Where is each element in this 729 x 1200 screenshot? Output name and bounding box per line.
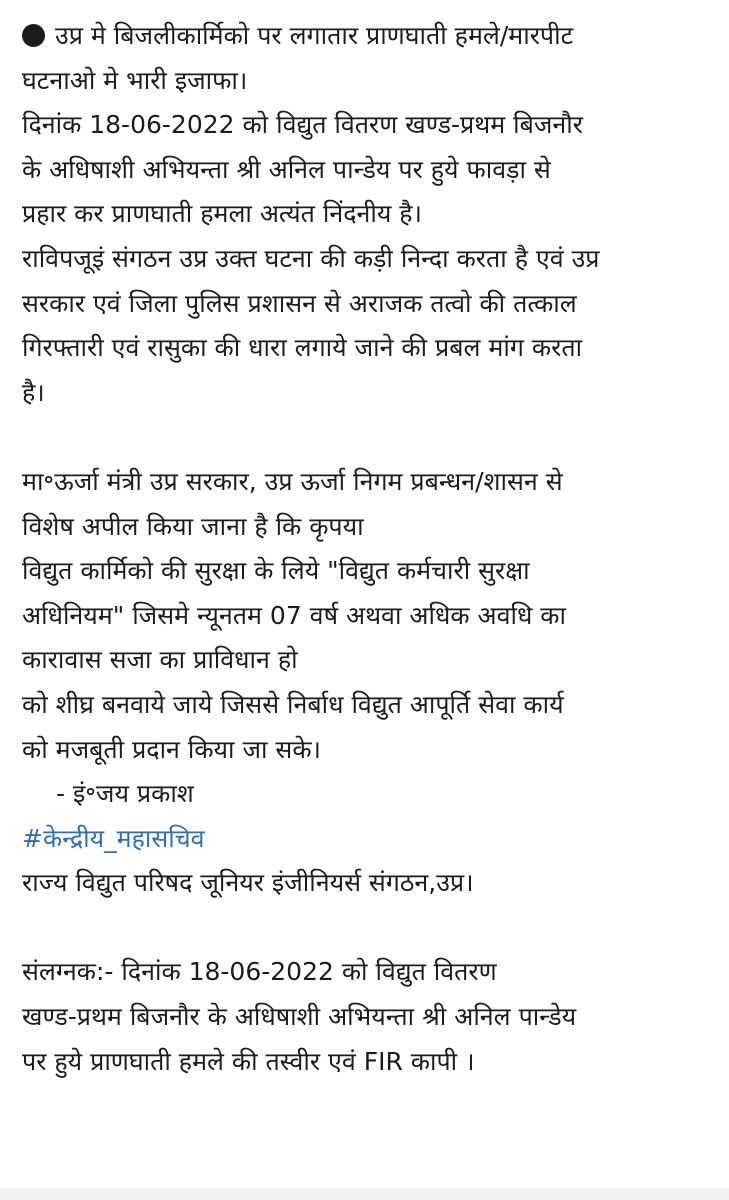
post-line: प्रहार कर प्राणघाती हमला अत्यंत निंदनीय है। xyxy=(22,199,423,229)
post-body xyxy=(22,14,722,1084)
post-line: मा॰ऊर्जा मंत्री उप्र सरकार, उप्र ऊर्जा निगम प्रबन्धन/शासन से xyxy=(22,466,563,496)
hashtag-line xyxy=(22,817,722,862)
blank-line xyxy=(22,906,722,951)
post-line: विशेष अपील किया जाना है कि कृपया xyxy=(22,511,364,541)
post-line: को शीघ्र बनवाये जाये जिससे निर्बाध विद्युत आपूर्ति सेवा कार्य xyxy=(22,689,564,719)
post-line: दिनांक 18-06-2022 को विद्युत वितरण खण्ड-प्रथम बिजनौर xyxy=(22,110,583,140)
post-line: उप्र मे बिजलीकार्मिको पर लगातार प्राणघाती हमले/मारपीट xyxy=(22,14,722,59)
post-line: विद्युत कार्मिको की सुरक्षा के लिये "विद्युत कर्मचारी सुरक्षा xyxy=(22,556,530,586)
organization-name: राज्य विद्युत परिषद जूनियर इंजीनियर्स संगठन,उप्र। xyxy=(22,868,474,898)
post-line: घटनाओ मे भारी इजाफा। xyxy=(22,65,248,95)
hashtag-link[interactable]: #केन्द्रीय_महासचिव xyxy=(22,823,205,853)
post-line: है। xyxy=(22,377,45,407)
bottom-strip xyxy=(0,1188,729,1200)
attachment-line: खण्ड-प्रथम बिजनौर के अधिषाशी अभियन्ता श्री अनिल पान्डेय xyxy=(22,1002,577,1032)
bullet-icon xyxy=(22,24,45,47)
post-line: राविपजूइं संगठन उप्र उक्त घटना की कड़ी निन्दा करता है एवं उप्र xyxy=(22,243,600,273)
post-line: गिरफ्तारी एवं रासुका की धारा लगाये जाने की प्रबल मांग करता xyxy=(22,333,583,363)
post-line: अधिनियम" जिसमे न्यूनतम 07 वर्ष अथवा अधिक अवधि का xyxy=(22,600,566,630)
post-line: कारावास सजा का प्राविधान हो xyxy=(22,645,298,675)
signature: - इं॰जय प्रकाश xyxy=(56,779,194,809)
blank-line xyxy=(22,415,722,460)
attachment-line: संलग्नक:- दिनांक 18-06-2022 को विद्युत वितरण xyxy=(22,957,497,987)
post-line: के अधिषाशी अभियन्ता श्री अनिल पान्डेय पर हुये फावड़ा से xyxy=(22,154,551,184)
post-line: को मजबूती प्रदान किया जा सके। xyxy=(22,734,322,764)
attachment-line: पर हुये प्राणघाती हमले की तस्वीर एवं FIR कापी । xyxy=(22,1046,475,1076)
post-line: सरकार एवं जिला पुलिस प्रशासन से अराजक तत्वो की तत्काल xyxy=(22,288,577,318)
